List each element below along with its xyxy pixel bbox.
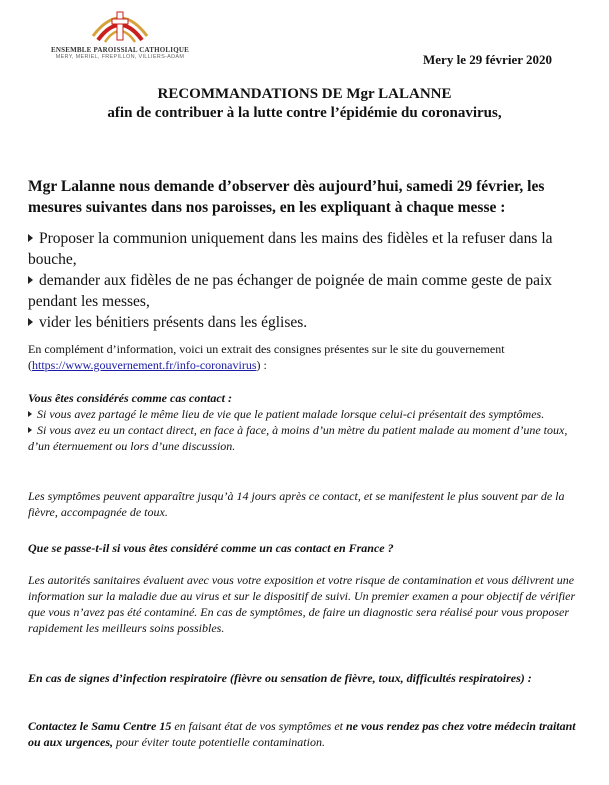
signs-heading: En cas de signes d’infection respiratoire (fièvre ou sensation de fièvre, toux, difficultés respiratoires) : bbox=[28, 671, 532, 685]
intro-paragraph: Mgr Lalanne nous demande d’observer dès aujourd’hui, samedi 29 février, les mesures suivantes dans nos paroisses, en les expliquant à chaque messe : bbox=[28, 178, 545, 216]
bullet-triangle-icon bbox=[28, 318, 33, 326]
measure-item: demander aux fidèles de ne pas échanger de poignée de main comme geste de paix pendant les messes, bbox=[28, 272, 553, 310]
contact-item: Si vous avez partagé le même lieu de vie que le patient malade lorsque celui-ci présentait des symptômes. bbox=[28, 406, 588, 422]
logo-name: ENSEMBLE PAROISSIAL CATHOLIQUE bbox=[51, 46, 189, 54]
contact-section bbox=[28, 390, 588, 454]
title-line-1: RECOMMANDATIONS DE Mgr LALANNE bbox=[157, 86, 452, 102]
question-heading: Que se passe-t-il si vous êtes considéré comme un cas contact en France ? bbox=[28, 541, 394, 555]
parish-emblem-icon bbox=[89, 6, 151, 44]
title-line-2: afin de contribuer à la lutte contre l’épidémie du coronavirus, bbox=[107, 105, 502, 121]
measures-list bbox=[28, 228, 588, 333]
bullet-triangle-icon bbox=[28, 276, 33, 284]
parish-logo bbox=[36, 6, 204, 60]
contact-item: Si vous avez eu un contact direct, en face à face, à moins d’un mètre du patient malade au moment d’une toux, d’un éternuement ou lors d’une discussion. bbox=[28, 423, 568, 453]
samu-paragraph: Contactez le Samu Centre 15 en faisant état de vos symptômes et ne vous rendez pas chez votre médecin traitant ou aux urgences, pour éviter toute potentielle contamination. bbox=[28, 719, 576, 749]
government-link[interactable]: https://www.gouvernement.fr/info-coronavirus bbox=[32, 358, 257, 372]
measure-item: Proposer la communion uniquement dans les mains des fidèles et la refuser dans la bouche, bbox=[28, 230, 553, 268]
document-title bbox=[0, 85, 609, 123]
symptoms-paragraph: Les symptômes peuvent apparaître jusqu’à 14 jours après ce contact, et se manifestent le plus souvent par de la fièvre, accompagnée de toux. bbox=[28, 489, 565, 519]
authorities-paragraph: Les autorités sanitaires évaluent avec vous votre exposition et votre risque de contamination et vous délivrent une information sur la maladie due au virus et sur le dispositif de suivi. Un premier examen a pour objectif de vérifier que vous n’avez pas été contaminé. En cas de symptômes, de faire un diagnostic sera réalisé pour vous proposer rapidement les meilleurs soins possibles. bbox=[28, 573, 576, 635]
complement-paragraph: En complément d’information, voici un extrait des consignes présentes sur le site du gouvernement (https://www.gouvernement.fr/info-coronavirus) : bbox=[28, 342, 505, 372]
contact-heading: Vous êtes considérés comme cas contact : bbox=[28, 391, 232, 405]
bullet-triangle-icon bbox=[28, 411, 32, 417]
document-date: Mery le 29 février 2020 bbox=[423, 52, 552, 67]
logo-subtitle: MERY, MERIEL, FREPILLON, VILLIERS-ADAM bbox=[55, 54, 185, 60]
bullet-triangle-icon bbox=[28, 234, 33, 242]
bullet-triangle-icon bbox=[28, 427, 32, 433]
measure-item: vider les bénitiers présents dans les églises. bbox=[28, 312, 588, 333]
